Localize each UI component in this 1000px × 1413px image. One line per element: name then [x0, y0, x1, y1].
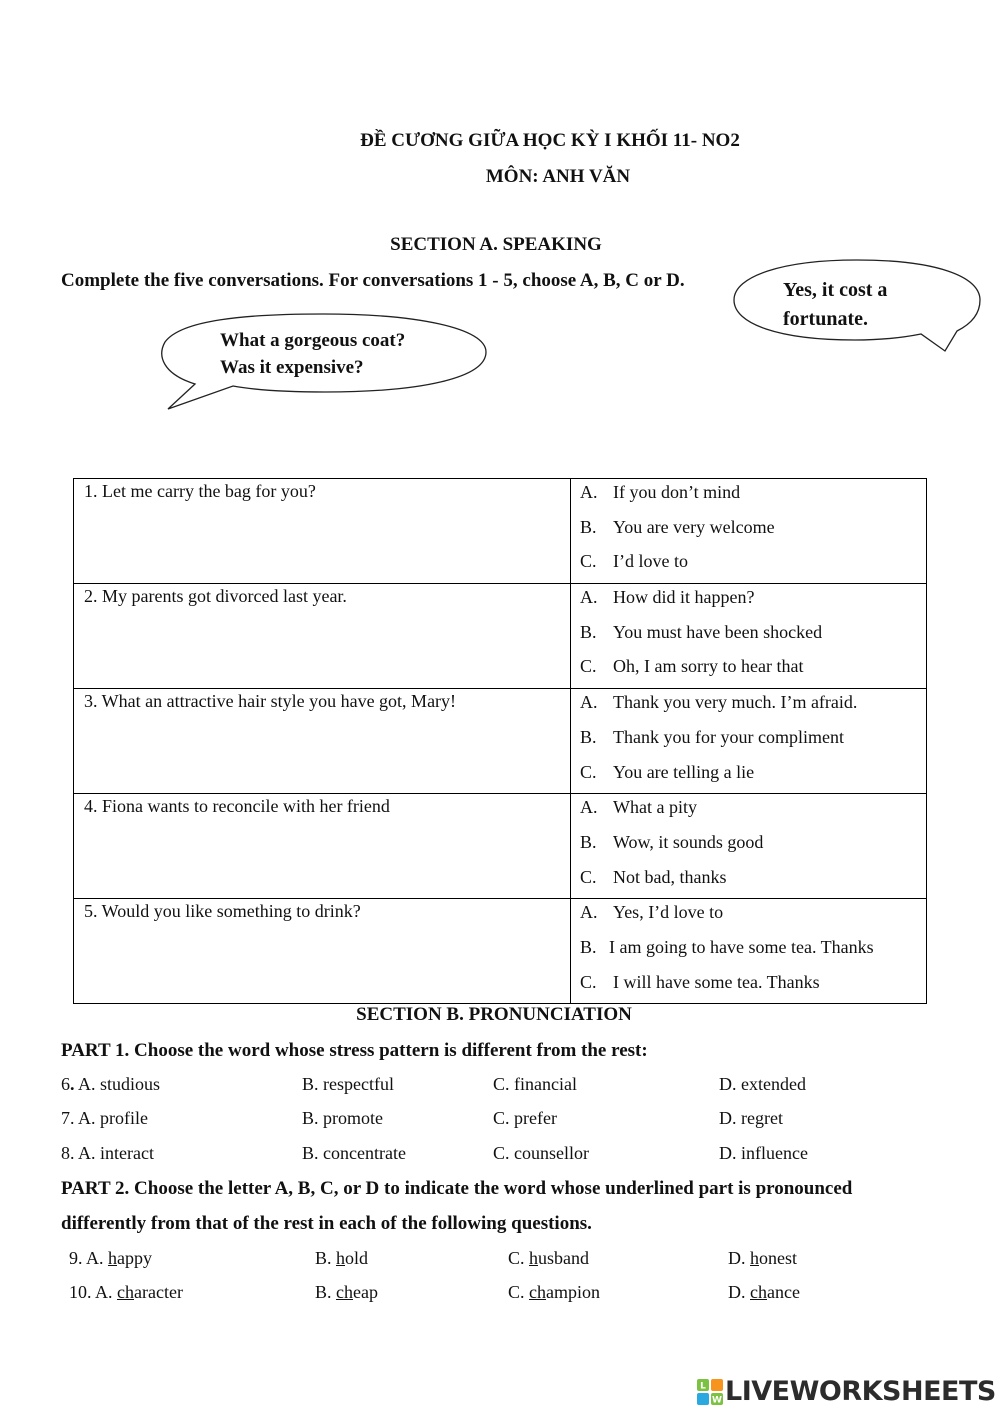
worksheet-title: ĐỀ CƯƠNG GIỮA HỌC KỲ I KHỐI 11- NO2 [360, 130, 740, 151]
table-row [74, 794, 927, 899]
speech-bubble-right-text [783, 276, 887, 334]
question-prompt: 1. Let me carry the bag for you? [74, 479, 571, 584]
answer-options [571, 794, 927, 899]
bubble-right-line1: Yes, it cost a [783, 279, 888, 301]
part2-instruction-line2: differently from that of the rest in each of the following questions. [61, 1213, 592, 1234]
answer-option[interactable]: B. You are very welcome [580, 516, 775, 537]
option-d[interactable]: D. influence [719, 1143, 808, 1163]
answer-options [571, 479, 927, 584]
option-c[interactable]: C. financial [493, 1074, 577, 1094]
option-b[interactable]: B. hold [315, 1248, 369, 1268]
answer-option[interactable]: B. I am going to have some tea. Thanks [580, 936, 874, 957]
option-d[interactable]: D. chance [728, 1282, 800, 1302]
bubble-left-line2: Was it expensive? [220, 357, 364, 378]
answer-option[interactable]: A. Yes, I’d love to [580, 902, 724, 923]
option-a[interactable]: 7. A. profile [61, 1108, 148, 1128]
option-a[interactable]: 8. A. interact [61, 1143, 154, 1163]
table-row [74, 899, 927, 1004]
answer-option[interactable]: A. If you don’t mind [580, 482, 741, 502]
answer-option[interactable]: A. Thank you very much. I’m afraid. [580, 692, 858, 713]
speech-bubble-left-text [220, 327, 405, 381]
table-row [74, 584, 927, 689]
table-row [74, 479, 927, 584]
part2-instruction-line1: PART 2. Choose the letter A, B, C, or D to indicate the word whose underlined part is pronounced [61, 1178, 853, 1199]
section-b-heading: SECTION B. PRONUNCIATION [356, 1004, 632, 1025]
svg-text:W: W [712, 1395, 722, 1405]
option-a[interactable]: 10. A. character [69, 1282, 183, 1302]
answer-option[interactable]: A. How did it happen? [580, 587, 755, 608]
section-a-instruction: Complete the five conversations. For conversations 1 - 5, choose A, B, C or D. [61, 270, 685, 291]
option-c[interactable]: C. prefer [493, 1108, 557, 1128]
section-a-heading: SECTION A. SPEAKING [390, 234, 602, 255]
option-a[interactable]: 6. A. studious [61, 1074, 161, 1094]
option-b[interactable]: B. promote [302, 1108, 383, 1128]
liveworksheets-logo-icon [697, 1379, 723, 1405]
subject-title: MÔN: ANH VĂN [485, 166, 631, 187]
option-d[interactable]: D. honest [728, 1248, 797, 1268]
answer-option[interactable]: A. What a pity [580, 797, 697, 818]
question-prompt: 2. My parents got divorced last year. [74, 584, 571, 689]
option-b[interactable]: B. concentrate [302, 1143, 406, 1163]
question-prompt: 3. What an attractive hair style you have got, Mary! [74, 689, 571, 794]
option-c[interactable]: C. counsellor [493, 1143, 589, 1163]
answer-option[interactable]: C. I will have some tea. Thanks [580, 971, 820, 992]
answer-option[interactable]: B. Thank you for your compliment [580, 726, 844, 747]
conversation-table [73, 478, 927, 1004]
option-b[interactable]: B. respectful [302, 1074, 394, 1094]
liveworksheets-logo-text: LIVEWORKSHEETS [725, 1376, 996, 1407]
svg-text:L: L [700, 1381, 706, 1392]
part1-instruction: PART 1. Choose the word whose stress pattern is different from the rest: [61, 1040, 648, 1061]
answer-option[interactable]: B. Wow, it sounds good [580, 831, 764, 852]
option-c[interactable]: C. champion [508, 1282, 601, 1302]
answer-option[interactable]: C. Oh, I am sorry to hear that [580, 656, 804, 677]
bubble-left-line1: What a gorgeous coat? [220, 330, 406, 351]
option-a[interactable]: 9. A. happy [69, 1248, 153, 1268]
answer-options [571, 584, 927, 689]
answer-option[interactable]: C. Not bad, thanks [580, 866, 727, 887]
answer-option[interactable]: C. You are telling a lie [580, 761, 755, 782]
table-row [74, 689, 927, 794]
option-d[interactable]: D. extended [719, 1074, 806, 1094]
option-b[interactable]: B. cheap [315, 1282, 378, 1302]
question-prompt: 5. Would you like something to drink? [74, 899, 571, 1004]
answer-option[interactable]: C. I’d love to [580, 551, 688, 572]
option-d[interactable]: D. regret [719, 1108, 783, 1128]
bubble-right-line2: fortunate. [783, 308, 868, 330]
question-prompt: 4. Fiona wants to reconcile with her friend [74, 794, 571, 899]
answer-options [571, 899, 927, 1004]
option-c[interactable]: C. husband [508, 1248, 590, 1268]
answer-options [571, 689, 927, 794]
answer-option[interactable]: B. You must have been shocked [580, 621, 823, 642]
